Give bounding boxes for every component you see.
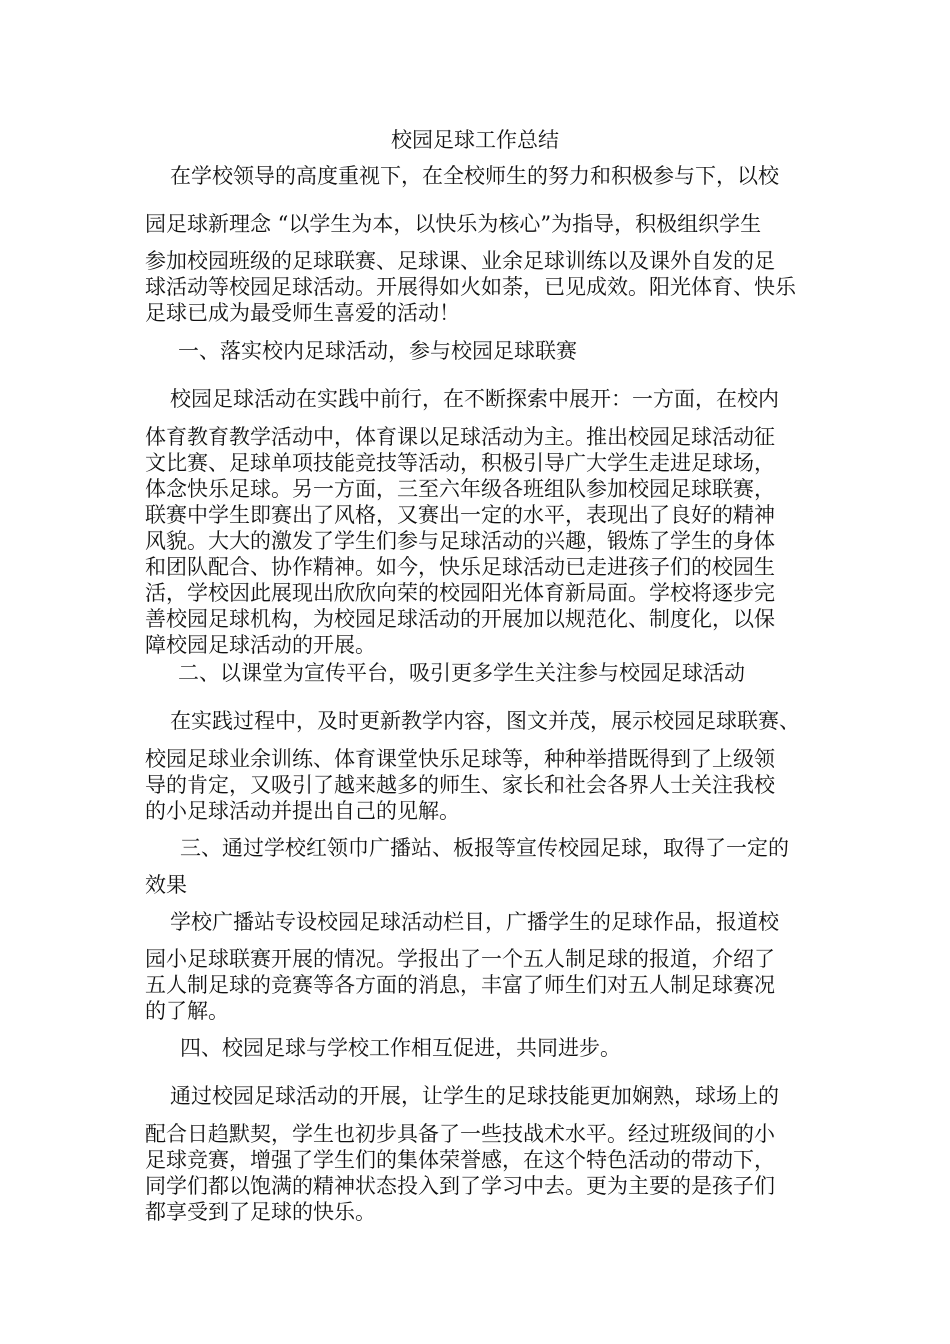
section-body-line: 的了解。 [145,999,229,1023]
intro-line: 参加校园班级的足球联赛、足球课、业余足球训练以及课外自发的足 [145,249,775,273]
section-body-line: 导的肯定，又吸引了越来越多的师生、家长和社会各界人士关注我校 [145,773,775,797]
section-heading: 效果 [145,873,187,897]
section-body-line: 障校园足球活动的开展。 [145,633,376,657]
section-body-line: 体念快乐足球。另一方面，三至六年级各班组队参加校园足球联赛， [145,477,775,501]
section-body-line: 活，学校因此展现出欣欣向荣的校园阳光体育新局面。学校将逐步完 [145,581,775,605]
intro-line: 园足球新理念 “以学生为本，以快乐为核心”为指导，积极组织学生 [145,212,762,236]
section-body-line: 五人制足球的竞赛等各方面的消息，丰富了师生们对五人制足球赛况 [145,973,775,997]
section-body-line: 校园足球业余训练、体育课堂快乐足球等，种种举措既得到了上级领 [145,747,775,771]
section-body-line: 足球竞赛，增强了学生们的集体荣誉感，在这个特色活动的带动下， [145,1148,775,1172]
section-body-line: 文比赛、足球单项技能竞技等活动，积极引导广大学生走进足球场， [145,451,775,475]
section-body-line: 都享受到了足球的快乐。 [145,1200,376,1224]
section-body-line: 园小足球联赛开展的情况。学报出了一个五人制足球的报道，介绍了 [145,947,775,971]
intro-line: 在学校领导的高度重视下，在全校师生的努力和积极参与下，以校 [170,164,779,188]
section-heading: 一、落实校内足球活动，参与校园足球联赛 [178,339,577,363]
section-body-line: 同学们都以饱满的精神状态投入到了学习中去。更为主要的是孩子们 [145,1174,775,1198]
intro-line: 球活动等校园足球活动。开展得如火如荼，已见成效。阳光体育、快乐 [145,275,796,299]
section-heading: 三、通过学校红领巾广播站、板报等宣传校园足球，取得了一定的 [180,836,789,860]
section-body-line: 在实践过程中，及时更新教学内容，图文并茂，展示校园足球联赛、 [170,709,800,733]
section-heading: 四、校园足球与学校工作相互促进，共同进步。 [180,1036,621,1060]
section-body-line: 学校广播站专设校园足球活动栏目，广播学生的足球作品，报道校 [170,910,779,934]
intro-line: 足球已成为最受师生喜爱的活动！ [145,301,460,325]
section-body-line: 通过校园足球活动的开展，让学生的足球技能更加娴熟，球场上的 [170,1084,779,1108]
section-body-line: 风貌。大大的激发了学生们参与足球活动的兴趣，锻炼了学生的身体 [145,529,775,553]
section-body-line: 校园足球活动在实践中前行，在不断探索中展开：一方面，在校内 [170,387,779,411]
section-body-line: 和团队配合、协作精神。如今，快乐足球活动已走进孩子们的校园生 [145,555,775,579]
section-heading: 二、以课堂为宣传平台，吸引更多学生关注参与校园足球活动 [178,661,745,685]
section-body-line: 体育教育教学活动中，体育课以足球活动为主。推出校园足球活动征 [145,425,775,449]
section-body-line: 联赛中学生即赛出了风格，又赛出一定的水平，表现出了良好的精神 [145,503,775,527]
section-body-line: 善校园足球机构，为校园足球活动的开展加以规范化、制度化，以保 [145,607,775,631]
section-body-line: 配合日趋默契，学生也初步具备了一些技战术水平。经过班级间的小 [145,1122,775,1146]
section-body-line: 的小足球活动并提出自己的见解。 [145,799,460,823]
document-title: 校园足球工作总结 [391,128,559,152]
